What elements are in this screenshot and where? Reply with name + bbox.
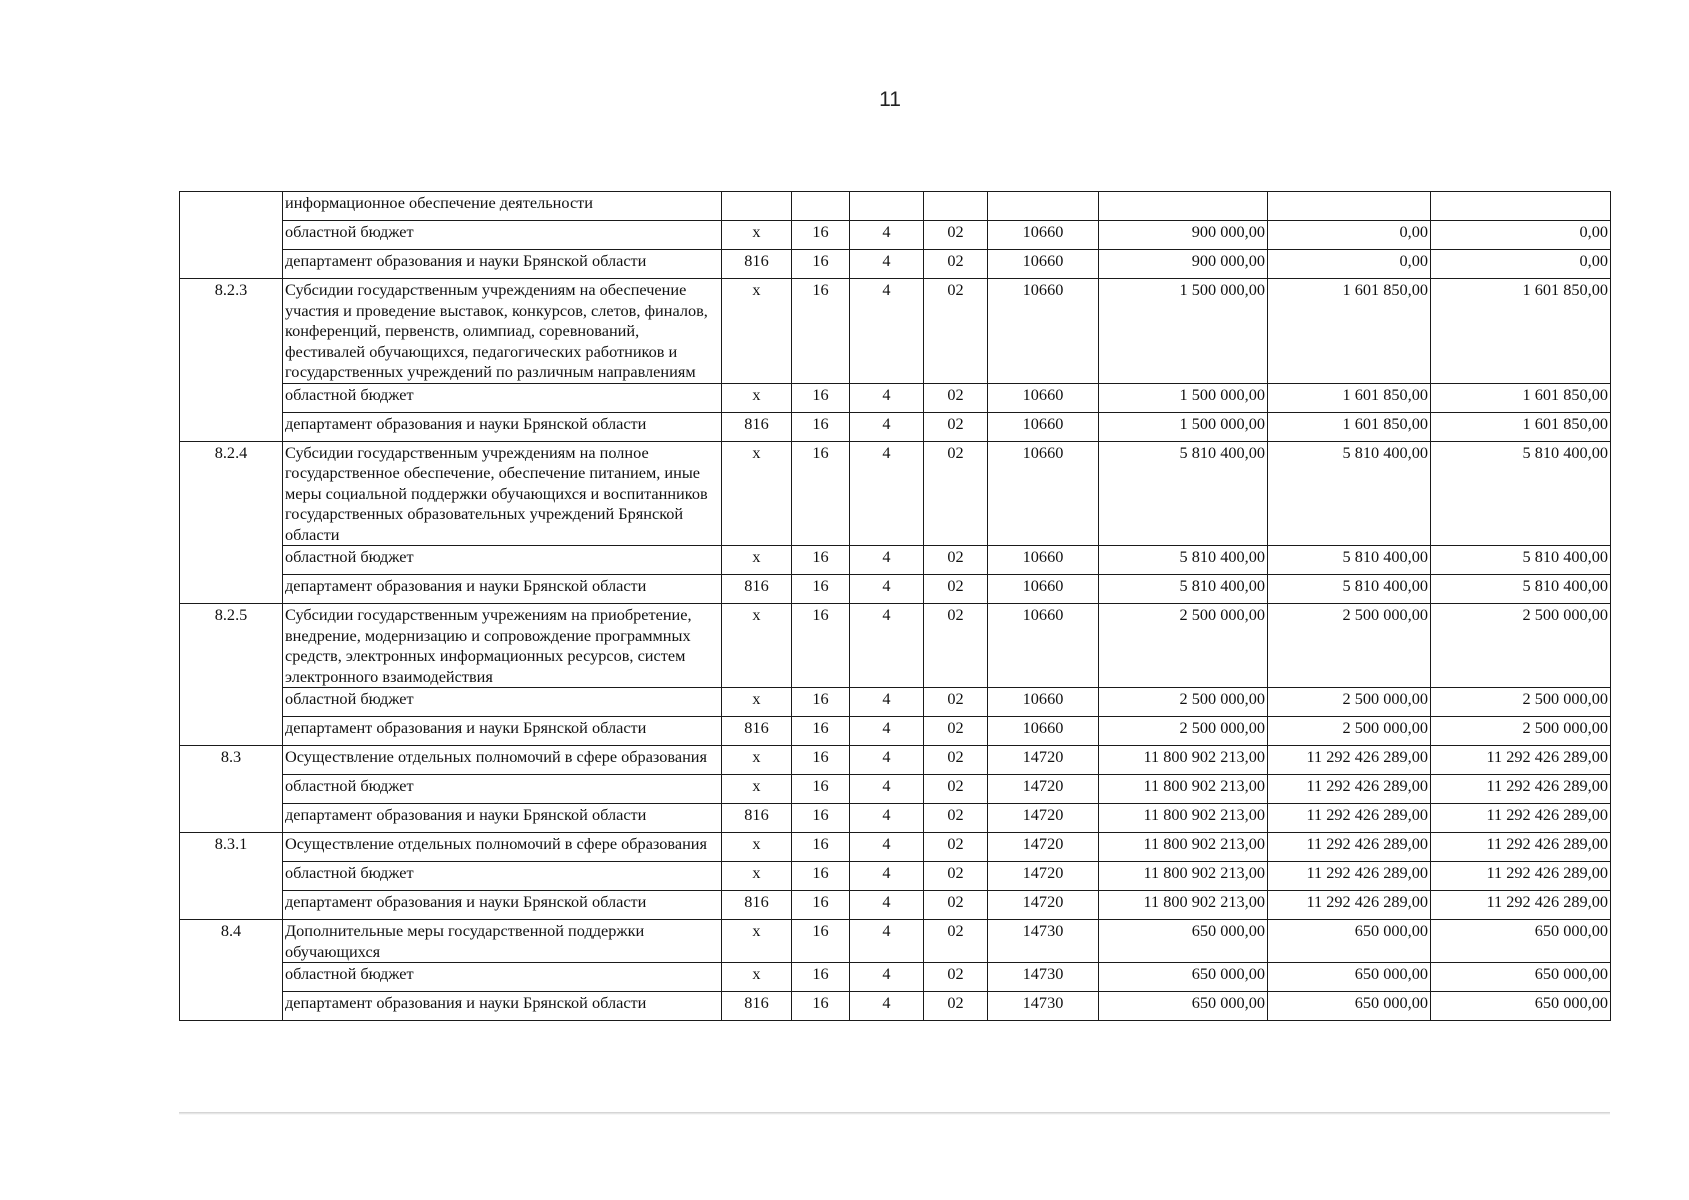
event-code: 02 xyxy=(924,963,988,992)
program-code: 16 xyxy=(792,383,850,412)
direction-code: 14720 xyxy=(988,833,1099,862)
amount-year-1: 2 500 000,00 xyxy=(1099,688,1268,717)
program-code: 16 xyxy=(792,746,850,775)
amount-year-3: 11 292 426 289,00 xyxy=(1431,746,1611,775)
direction-code: 10660 xyxy=(988,383,1099,412)
table-row xyxy=(180,775,1611,804)
subprogram-code xyxy=(850,192,924,221)
item-description: департамент образования и науки Брянской области xyxy=(283,717,722,746)
program-code: 16 xyxy=(792,575,850,604)
admin-code: х xyxy=(722,221,792,250)
table-row xyxy=(180,862,1611,891)
amount-year-1: 650 000,00 xyxy=(1099,992,1268,1021)
table-row xyxy=(180,963,1611,992)
admin-code: 816 xyxy=(722,717,792,746)
program-code: 16 xyxy=(792,279,850,384)
table-row xyxy=(180,717,1611,746)
amount-year-2: 2 500 000,00 xyxy=(1268,604,1431,688)
item-description: областной бюджет xyxy=(283,862,722,891)
program-code: 16 xyxy=(792,992,850,1021)
table-row xyxy=(180,383,1611,412)
direction-code: 14720 xyxy=(988,862,1099,891)
subprogram-code: 4 xyxy=(850,250,924,279)
amount-year-1: 5 810 400,00 xyxy=(1099,441,1268,546)
event-code: 02 xyxy=(924,688,988,717)
event-code: 02 xyxy=(924,546,988,575)
admin-code: х xyxy=(722,546,792,575)
subprogram-code: 4 xyxy=(850,804,924,833)
amount-year-3: 0,00 xyxy=(1431,221,1611,250)
admin-code: 816 xyxy=(722,575,792,604)
admin-code: 816 xyxy=(722,992,792,1021)
subprogram-code: 4 xyxy=(850,688,924,717)
amount-year-1: 11 800 902 213,00 xyxy=(1099,804,1268,833)
amount-year-1: 11 800 902 213,00 xyxy=(1099,862,1268,891)
admin-code: х xyxy=(722,441,792,546)
amount-year-2: 5 810 400,00 xyxy=(1268,441,1431,546)
table-row xyxy=(180,221,1611,250)
admin-code: 816 xyxy=(722,891,792,920)
event-code: 02 xyxy=(924,992,988,1021)
amount-year-1: 1 500 000,00 xyxy=(1099,383,1268,412)
item-description: Субсидии государственным учрежениям на приобретение, внедрение, модернизацию и сопровождение программных средств, электронных информационных ресурсов, систем электронного взаимодействия xyxy=(283,604,722,688)
program-code: 16 xyxy=(792,862,850,891)
program-code: 16 xyxy=(792,688,850,717)
admin-code: х xyxy=(722,920,792,963)
direction-code: 14720 xyxy=(988,746,1099,775)
event-code: 02 xyxy=(924,412,988,441)
table-row xyxy=(180,412,1611,441)
amount-year-2: 5 810 400,00 xyxy=(1268,575,1431,604)
table-row xyxy=(180,279,1611,384)
item-description: областной бюджет xyxy=(283,775,722,804)
amount-year-1: 1 500 000,00 xyxy=(1099,412,1268,441)
program-code: 16 xyxy=(792,775,850,804)
subprogram-code: 4 xyxy=(850,775,924,804)
amount-year-1: 11 800 902 213,00 xyxy=(1099,891,1268,920)
program-code: 16 xyxy=(792,717,850,746)
item-description: департамент образования и науки Брянской области xyxy=(283,412,722,441)
admin-code: х xyxy=(722,604,792,688)
subprogram-code: 4 xyxy=(850,383,924,412)
direction-code: 10660 xyxy=(988,546,1099,575)
admin-code: 816 xyxy=(722,412,792,441)
program-code: 16 xyxy=(792,441,850,546)
table-row xyxy=(180,546,1611,575)
subprogram-code: 4 xyxy=(850,862,924,891)
program-code: 16 xyxy=(792,412,850,441)
direction-code: 10660 xyxy=(988,412,1099,441)
amount-year-1: 900 000,00 xyxy=(1099,250,1268,279)
event-code: 02 xyxy=(924,833,988,862)
item-number xyxy=(180,192,283,279)
amount-year-1: 11 800 902 213,00 xyxy=(1099,746,1268,775)
amount-year-3: 650 000,00 xyxy=(1431,992,1611,1021)
direction-code: 14720 xyxy=(988,891,1099,920)
item-description: областной бюджет xyxy=(283,546,722,575)
amount-year-1: 900 000,00 xyxy=(1099,221,1268,250)
subprogram-code: 4 xyxy=(850,891,924,920)
table-row xyxy=(180,833,1611,862)
item-description: областной бюджет xyxy=(283,963,722,992)
amount-year-2: 5 810 400,00 xyxy=(1268,546,1431,575)
amount-year-2: 11 292 426 289,00 xyxy=(1268,833,1431,862)
program-code: 16 xyxy=(792,804,850,833)
table-row xyxy=(180,250,1611,279)
table-row xyxy=(180,575,1611,604)
amount-year-3 xyxy=(1431,192,1611,221)
direction-code: 14730 xyxy=(988,920,1099,963)
program-code: 16 xyxy=(792,546,850,575)
table-row xyxy=(180,604,1611,688)
event-code: 02 xyxy=(924,717,988,746)
amount-year-3: 11 292 426 289,00 xyxy=(1431,833,1611,862)
table-row xyxy=(180,920,1611,963)
amount-year-2: 11 292 426 289,00 xyxy=(1268,891,1431,920)
amount-year-3: 2 500 000,00 xyxy=(1431,604,1611,688)
event-code: 02 xyxy=(924,221,988,250)
table-row xyxy=(180,891,1611,920)
program-code xyxy=(792,192,850,221)
subprogram-code: 4 xyxy=(850,717,924,746)
item-number: 8.2.5 xyxy=(180,604,283,746)
event-code: 02 xyxy=(924,920,988,963)
table-row xyxy=(180,746,1611,775)
admin-code xyxy=(722,192,792,221)
item-description: департамент образования и науки Брянской области xyxy=(283,891,722,920)
item-description: Осуществление отдельных полномочий в сфере образования xyxy=(283,746,722,775)
item-description: областной бюджет xyxy=(283,221,722,250)
item-description: Субсидии государственным учреждениям на обеспечение участия и проведение выставок, конкурсов, слетов, финалов, конференций, первенств, олимпиад, соревнований, фестивалей обучающихся, педагогических работников и государственных учреждений по различным направлениям xyxy=(283,279,722,384)
amount-year-3: 1 601 850,00 xyxy=(1431,279,1611,384)
event-code: 02 xyxy=(924,891,988,920)
amount-year-2: 11 292 426 289,00 xyxy=(1268,804,1431,833)
amount-year-3: 5 810 400,00 xyxy=(1431,546,1611,575)
subprogram-code: 4 xyxy=(850,920,924,963)
event-code: 02 xyxy=(924,383,988,412)
amount-year-3: 11 292 426 289,00 xyxy=(1431,891,1611,920)
item-description: Осуществление отдельных полномочий в сфере образования xyxy=(283,833,722,862)
program-code: 16 xyxy=(792,604,850,688)
amount-year-1: 2 500 000,00 xyxy=(1099,717,1268,746)
direction-code: 14730 xyxy=(988,963,1099,992)
direction-code: 10660 xyxy=(988,221,1099,250)
program-code: 16 xyxy=(792,833,850,862)
admin-code: х xyxy=(722,775,792,804)
item-number: 8.2.3 xyxy=(180,279,283,442)
item-description: департамент образования и науки Брянской области xyxy=(283,804,722,833)
amount-year-2 xyxy=(1268,192,1431,221)
amount-year-3: 1 601 850,00 xyxy=(1431,412,1611,441)
direction-code: 10660 xyxy=(988,604,1099,688)
amount-year-3: 650 000,00 xyxy=(1431,920,1611,963)
item-number: 8.3 xyxy=(180,746,283,833)
item-description: департамент образования и науки Брянской области xyxy=(283,575,722,604)
amount-year-1: 650 000,00 xyxy=(1099,963,1268,992)
event-code: 02 xyxy=(924,441,988,546)
budget-table xyxy=(179,191,1611,1021)
admin-code: х xyxy=(722,862,792,891)
amount-year-1: 5 810 400,00 xyxy=(1099,546,1268,575)
direction-code xyxy=(988,192,1099,221)
amount-year-1: 2 500 000,00 xyxy=(1099,604,1268,688)
amount-year-2: 1 601 850,00 xyxy=(1268,279,1431,384)
table-row xyxy=(180,441,1611,546)
subprogram-code: 4 xyxy=(850,575,924,604)
amount-year-1: 11 800 902 213,00 xyxy=(1099,833,1268,862)
amount-year-2: 0,00 xyxy=(1268,250,1431,279)
program-code: 16 xyxy=(792,920,850,963)
direction-code: 14720 xyxy=(988,804,1099,833)
amount-year-3: 650 000,00 xyxy=(1431,963,1611,992)
table-row xyxy=(180,688,1611,717)
subprogram-code: 4 xyxy=(850,833,924,862)
event-code: 02 xyxy=(924,575,988,604)
program-code: 16 xyxy=(792,250,850,279)
admin-code: х xyxy=(722,746,792,775)
admin-code: х xyxy=(722,383,792,412)
direction-code: 10660 xyxy=(988,575,1099,604)
item-description: Субсидии государственным учреждениям на полное государственное обеспечение, обеспечение питанием, иные меры социальной поддержки обучающихся и воспитанников государственных образовательных учреждений Брянской области xyxy=(283,441,722,546)
item-description: информационное обеспечение деятельности xyxy=(283,192,722,221)
amount-year-3: 11 292 426 289,00 xyxy=(1431,775,1611,804)
direction-code: 10660 xyxy=(988,717,1099,746)
program-code: 16 xyxy=(792,963,850,992)
admin-code: 816 xyxy=(722,804,792,833)
event-code: 02 xyxy=(924,862,988,891)
item-description: областной бюджет xyxy=(283,383,722,412)
event-code: 02 xyxy=(924,775,988,804)
amount-year-2: 11 292 426 289,00 xyxy=(1268,862,1431,891)
direction-code: 10660 xyxy=(988,441,1099,546)
amount-year-3: 11 292 426 289,00 xyxy=(1431,804,1611,833)
amount-year-3: 2 500 000,00 xyxy=(1431,717,1611,746)
item-description: департамент образования и науки Брянской области xyxy=(283,992,722,1021)
amount-year-1: 5 810 400,00 xyxy=(1099,575,1268,604)
amount-year-1: 1 500 000,00 xyxy=(1099,279,1268,384)
table-row xyxy=(180,804,1611,833)
amount-year-2: 0,00 xyxy=(1268,221,1431,250)
amount-year-3: 5 810 400,00 xyxy=(1431,575,1611,604)
amount-year-2: 1 601 850,00 xyxy=(1268,383,1431,412)
event-code: 02 xyxy=(924,250,988,279)
admin-code: 816 xyxy=(722,250,792,279)
amount-year-1 xyxy=(1099,192,1268,221)
amount-year-2: 650 000,00 xyxy=(1268,963,1431,992)
event-code: 02 xyxy=(924,804,988,833)
subprogram-code: 4 xyxy=(850,963,924,992)
program-code: 16 xyxy=(792,891,850,920)
direction-code: 10660 xyxy=(988,250,1099,279)
amount-year-2: 650 000,00 xyxy=(1268,920,1431,963)
item-description: Дополнительные меры государственной поддержки обучающихся xyxy=(283,920,722,963)
item-number: 8.4 xyxy=(180,920,283,1021)
event-code: 02 xyxy=(924,746,988,775)
subprogram-code: 4 xyxy=(850,746,924,775)
direction-code: 14730 xyxy=(988,992,1099,1021)
amount-year-2: 2 500 000,00 xyxy=(1268,688,1431,717)
amount-year-2: 1 601 850,00 xyxy=(1268,412,1431,441)
direction-code: 14720 xyxy=(988,775,1099,804)
subprogram-code: 4 xyxy=(850,604,924,688)
program-code: 16 xyxy=(792,221,850,250)
amount-year-3: 2 500 000,00 xyxy=(1431,688,1611,717)
amount-year-1: 650 000,00 xyxy=(1099,920,1268,963)
admin-code: х xyxy=(722,688,792,717)
event-code: 02 xyxy=(924,604,988,688)
page-number: 11 xyxy=(879,88,901,111)
item-number: 8.3.1 xyxy=(180,833,283,920)
table-body xyxy=(180,192,1611,1021)
event-code: 02 xyxy=(924,279,988,384)
item-description: департамент образования и науки Брянской области xyxy=(283,250,722,279)
scan-edge xyxy=(179,1112,1610,1115)
admin-code: х xyxy=(722,963,792,992)
amount-year-3: 11 292 426 289,00 xyxy=(1431,862,1611,891)
admin-code: х xyxy=(722,279,792,384)
item-number: 8.2.4 xyxy=(180,441,283,604)
amount-year-2: 11 292 426 289,00 xyxy=(1268,746,1431,775)
admin-code: х xyxy=(722,833,792,862)
subprogram-code: 4 xyxy=(850,992,924,1021)
item-description: областной бюджет xyxy=(283,688,722,717)
direction-code: 10660 xyxy=(988,688,1099,717)
subprogram-code: 4 xyxy=(850,441,924,546)
subprogram-code: 4 xyxy=(850,221,924,250)
amount-year-3: 0,00 xyxy=(1431,250,1611,279)
amount-year-3: 1 601 850,00 xyxy=(1431,383,1611,412)
event-code xyxy=(924,192,988,221)
subprogram-code: 4 xyxy=(850,546,924,575)
amount-year-2: 11 292 426 289,00 xyxy=(1268,775,1431,804)
amount-year-2: 2 500 000,00 xyxy=(1268,717,1431,746)
table-row xyxy=(180,192,1611,221)
table-row xyxy=(180,992,1611,1021)
subprogram-code: 4 xyxy=(850,279,924,384)
subprogram-code: 4 xyxy=(850,412,924,441)
amount-year-1: 11 800 902 213,00 xyxy=(1099,775,1268,804)
amount-year-2: 650 000,00 xyxy=(1268,992,1431,1021)
direction-code: 10660 xyxy=(988,279,1099,384)
amount-year-3: 5 810 400,00 xyxy=(1431,441,1611,546)
